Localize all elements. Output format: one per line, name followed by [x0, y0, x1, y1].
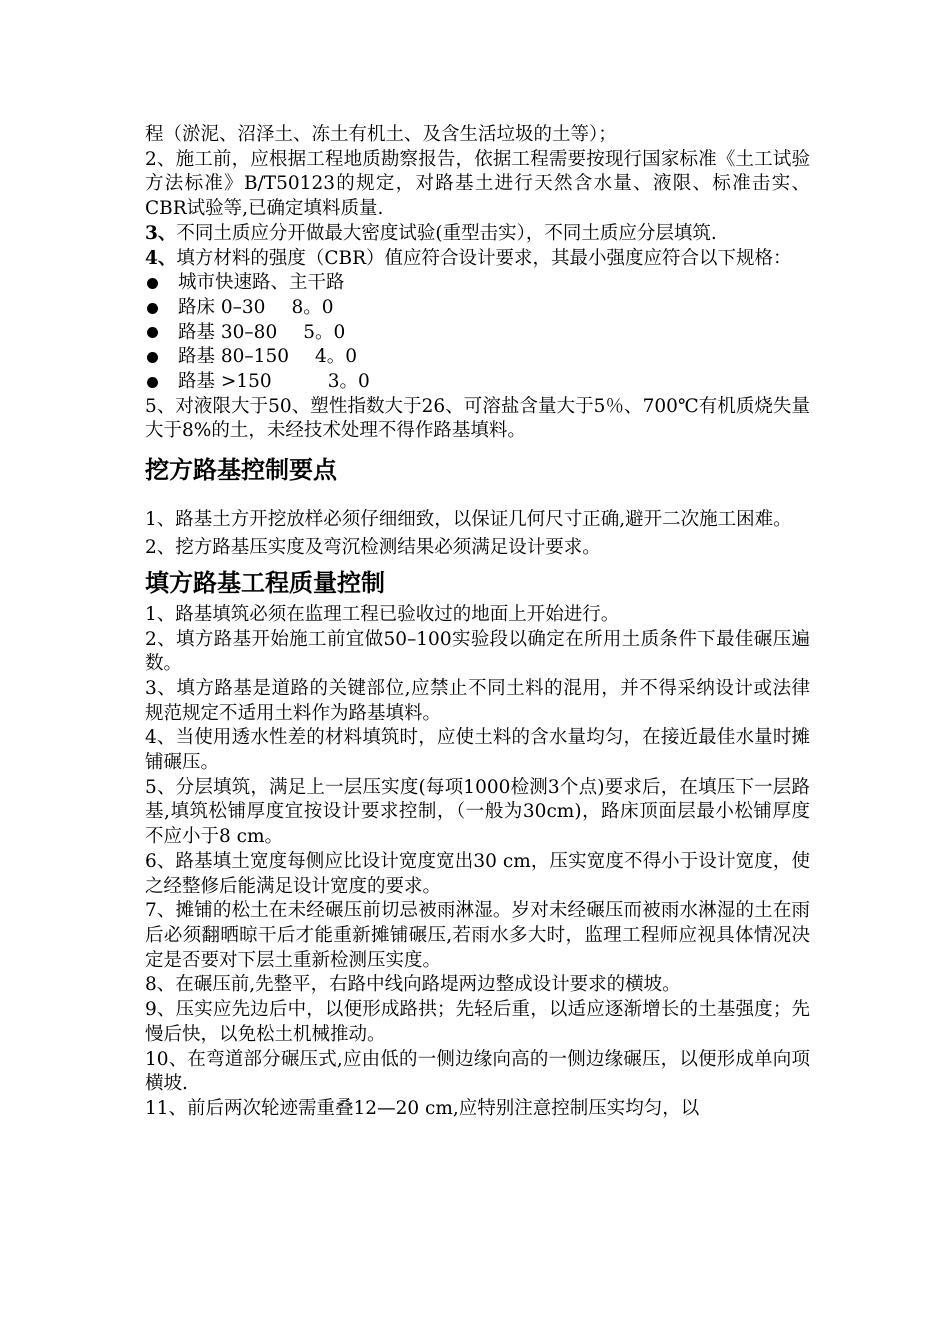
paragraph: 1、路基土方开挖放样必须仔细细致，以保证几何尺寸正确,避开二次施工困难。 — [145, 509, 792, 531]
paragraph: 1、路基填筑必须在监理工程已验收过的地面上开始进行。 — [145, 603, 620, 625]
paragraph: 6、路基填土宽度每侧应比设计宽度宽出30 cm，压实宽度不得小于设计宽度，使之经整修后能满足设计宽度的要求。 — [145, 850, 810, 897]
paragraph: 5、对液限大于50、塑性指数大于26、可溶盐含量大于5％、700℃有机质烧失量大于8%的土，未经技术处理不得作路基填料。 — [145, 395, 810, 442]
bullet-label: 路床 0–30 — [178, 296, 266, 318]
bullet-label: 城市快速路、主干路 — [178, 272, 345, 294]
item-number: 4、 — [145, 247, 177, 269]
paragraph: 2、施工前，应根据工程地质勘察报告，依据工程需要按现行国家标准《土工试验方法标准》B/T50123的规定，对路基土进行天然含水量、液限、标准击实、CBR试验等,已确定填料质量. — [145, 148, 810, 220]
bullet-icon — [147, 377, 158, 388]
bullet-value: 3。0 — [327, 371, 370, 393]
paragraph — [145, 247, 810, 272]
bullet-icon — [147, 303, 158, 314]
bullet-value: 5。0 — [303, 321, 346, 343]
paragraph: 5、分层填筑，满足上一层压实度(每项1000检测3个点)要求后，在填压下一层路基,填筑松铺厚度宜按设计要求控制，（一般为30cm)，路床顶面层最小松铺厚度不应小于8 cm。 — [145, 776, 810, 848]
paragraph: 3、填方路基是道路的关键部位,应禁止不同土料的混用，并不得采纳设计或法律规范规定不适用土料作为路基填料。 — [145, 677, 810, 724]
paragraph: 2、挖方路基压实度及弯沉检测结果必须满足设计要求。 — [145, 537, 601, 559]
paragraph: 4、当使用透水性差的材料填筑时，应使土料的含水量均匀，在接近最佳水量时摊铺碾压。 — [145, 727, 810, 774]
paragraph-text: 填方材料的强度（CBR）值应符合设计要求，其最小强度应符合以下规格： — [176, 247, 792, 269]
item-number: 3、 — [145, 222, 177, 244]
bullet-item — [145, 345, 810, 370]
bullet-label: 路基 30–80 — [178, 321, 278, 343]
bullet-label: 路基 >150 — [178, 371, 272, 393]
paragraph-text: 不同土质应分开做最大密度试验(重型击实），不同土质应分层填筑. — [176, 222, 717, 244]
bullet-item — [145, 370, 810, 395]
bullet-icon — [147, 327, 158, 338]
bullet-item — [145, 296, 810, 321]
paragraph: 2、填方路基开始施工前宜做50–100实验段以确定在所用土质条件下最佳碾压遍数。 — [145, 628, 810, 675]
paragraph — [145, 222, 810, 247]
paragraph: 11、前后两次轮迹需重叠12—20 cm,应特别注意控制压实均匀，以 — [145, 1097, 700, 1119]
section-heading: 挖方路基控制要点 — [145, 456, 337, 485]
document-body — [145, 123, 810, 1122]
paragraph: 7、摊铺的松土在未经碾压前切忌被雨淋湿。岁对未经碾压而被雨水淋湿的土在雨后必须翻晒晾干后才能重新摊铺碾压,若雨水多大时，监理工程师应视具体情况决定是否要对下层土重新检测压实度。 — [145, 900, 810, 971]
bullet-item — [145, 271, 810, 296]
bullet-value: 4。0 — [314, 346, 358, 368]
bullet-item — [145, 321, 810, 346]
bullet-label: 路基 80–150 — [178, 346, 289, 368]
bullet-icon — [147, 278, 158, 289]
paragraph: 10、在弯道部分碾压式,应由低的一侧边缘向高的一侧边缘碾压，以便形成单向项横坡. — [145, 1048, 810, 1095]
paragraph: 程（淤泥、沼泽土、冻土有机土、及含生活垃圾的土等）； — [145, 124, 617, 145]
bullet-value: 8。0 — [291, 296, 334, 318]
paragraph: 8、在碾压前,先整平，右路中线向路堤两边整成设计要求的横坡。 — [145, 974, 681, 996]
section-heading: 填方路基工程质量控制 — [145, 568, 385, 597]
paragraph: 9、压实应先边后中，以便形成路拱；先轻后重，以适应逐渐增长的土基强度；先慢后快，以免松土机械推动。 — [145, 999, 810, 1045]
bullet-icon — [147, 352, 158, 363]
